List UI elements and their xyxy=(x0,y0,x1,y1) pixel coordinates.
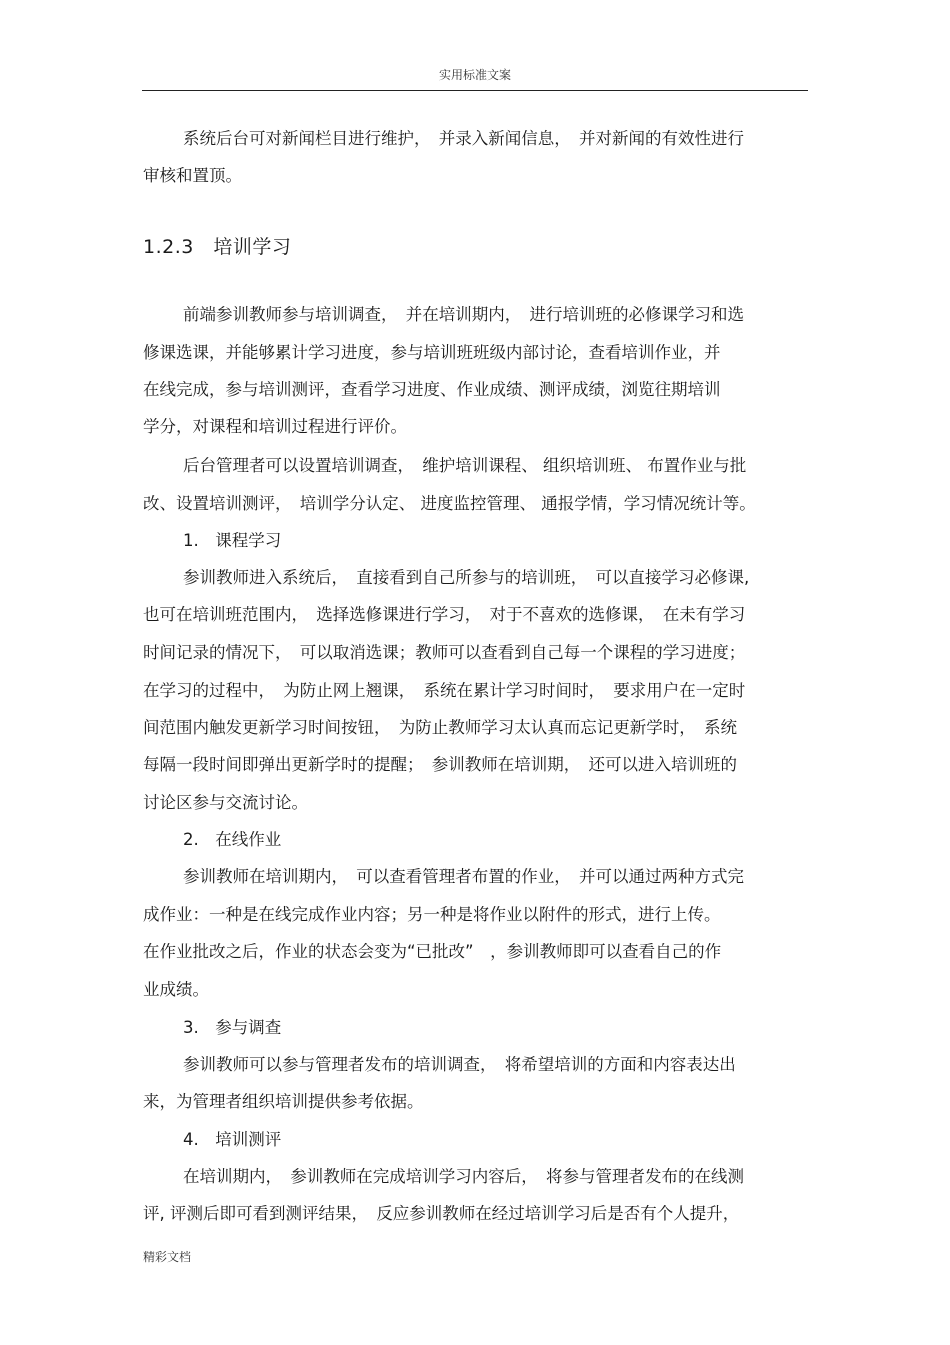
paragraph-line: 参训教师可以参与管理者发布的培训调查， 将希望培训的方面和内容表达出 xyxy=(183,1055,736,1074)
paragraph-line: 参训教师进入系统后， 直接看到自己所参与的培训班， 可以直接学习必修课, xyxy=(183,568,750,587)
list-item-heading: 3. 参与调查 xyxy=(183,1018,282,1037)
paragraph-line: 时间记录的情况下， 可以取消选课；教师可以查看到自己每一个课程的学习进度； xyxy=(143,643,746,662)
paragraph-line: 在线完成，参与培训测评，查看学习进度、作业成绩、测评成绩，浏览往期培训 xyxy=(143,380,721,399)
paragraph-line: 系统后台可对新闻栏目进行维护， 并录入新闻信息， 并对新闻的有效性进行 xyxy=(183,129,744,148)
paragraph-line: 修课选课，并能够累计学习进度，参与培训班班级内部讨论，查看培训作业，并 xyxy=(143,343,721,362)
paragraph-line: 在作业批改之后，作业的状态会变为“已批改” ，参训教师即可以查看自己的作 xyxy=(143,942,722,961)
paragraph-line: 审核和置顶。 xyxy=(143,166,242,185)
paragraph-line: 改、设置培训测评， 培训学分认定、 进度监控管理、 通报学情，学习情况统计等。 xyxy=(143,494,756,513)
header-divider xyxy=(142,90,808,91)
paragraph-line: 讨论区参与交流讨论。 xyxy=(143,793,308,812)
paragraph-line: 每隔一段时间即弹出更新学时的提醒； 参训教师在培训期， 还可以进入培训班的 xyxy=(143,755,737,774)
page-footer: 精彩文档 xyxy=(143,1250,192,1264)
paragraph-line: 来，为管理者组织培训提供参考依据。 xyxy=(143,1092,424,1111)
paragraph-line: 间范围内触发更新学习时间按钮， 为防止教师学习太认真而忘记更新学时， 系统 xyxy=(143,718,737,737)
paragraph-line: 参训教师在培训期内， 可以查看管理者布置的作业， 并可以通过两种方式完 xyxy=(183,867,744,886)
paragraph-line: 在学习的过程中， 为防止网上翘课， 系统在累计学习时间时， 要求用户在一定时 xyxy=(143,681,746,700)
paragraph-line: 前端参训教师参与培训调查， 并在培训期内， 进行培训班的必修课学习和选 xyxy=(183,305,744,324)
paragraph-line: 评, 评测后即可看到测评结果， 反应参训教师在经过培训学习后是否有个人提升， xyxy=(143,1204,740,1223)
section-heading: 1.2.3 培训学习 xyxy=(143,236,292,258)
paragraph-line: 后台管理者可以设置培训调查， 维护培训课程、 组织培训班、 布置作业与批 xyxy=(183,456,747,475)
page-header: 实用标准文案 xyxy=(438,68,511,82)
paragraph-line: 在培训期内， 参训教师在完成培训学习内容后， 将参与管理者发布的在线测 xyxy=(183,1167,744,1186)
paragraph-line: 成作业：一种是在线完成作业内容；另一种是将作业以附件的形式，进行上传。 xyxy=(143,905,721,924)
paragraph-line: 也可在培训班范围内， 选择选修课进行学习， 对于不喜欢的选修课， 在未有学习 xyxy=(143,605,746,624)
list-item-heading: 4. 培训测评 xyxy=(183,1130,282,1149)
paragraph-line: 学分，对课程和培训过程进行评价。 xyxy=(143,417,407,436)
list-item-heading: 2. 在线作业 xyxy=(183,830,282,849)
paragraph-line: 业成绩。 xyxy=(143,980,209,999)
list-item-heading: 1. 课程学习 xyxy=(183,531,282,550)
